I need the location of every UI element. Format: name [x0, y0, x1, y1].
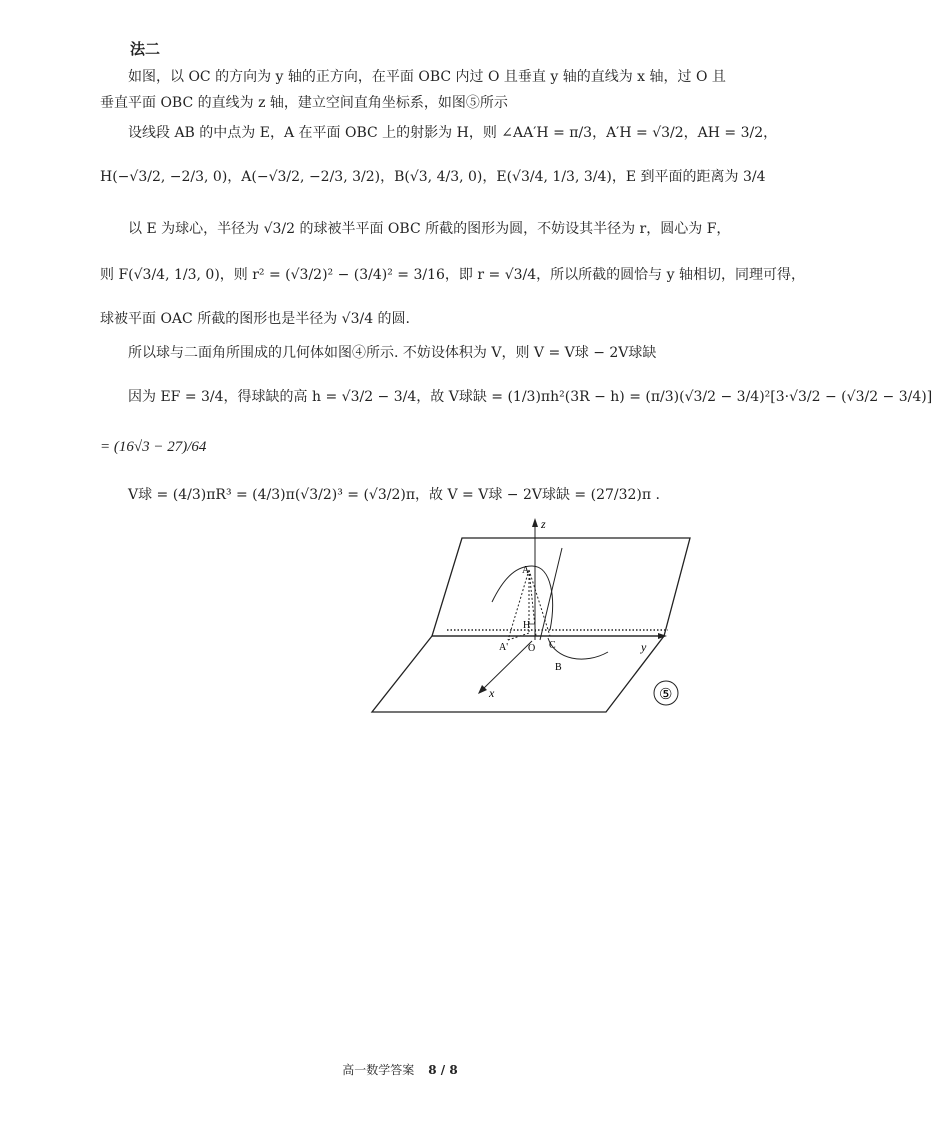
paragraph-4-line-2: 因为 EF = 3/4，得球缺的高 h = √3/2 − 3/4，故 V球缺 = (1/3)πh²(3R − h) = (π/3)(√3/2 − 3/4)²[3·√3/2 − (√3/2 − 3/4)] — [128, 389, 932, 405]
z-axis-arrow — [532, 518, 538, 527]
label-b: B — [555, 662, 562, 673]
label-h: H — [523, 620, 531, 631]
label-a-prime: A' — [499, 642, 509, 653]
paragraph-1-line-1: 如图，以 OC 的方向为 y 轴的正方向，在平面 OBC 内过 O 且垂直 y 轴的直线为 x 轴，过 O 且 — [128, 69, 726, 85]
paragraph-4-line-1: 所以球与二面角所围成的几何体如图④所示. 不妨设体积为 V，则 V = V球 − 2V球缺 — [128, 345, 657, 361]
paragraph-4-line-3: = (16√3 − 27)/64 — [100, 439, 207, 455]
footer-title: 高一数学答案 — [342, 1063, 415, 1077]
horizontal-half-plane — [372, 636, 664, 712]
label-a: A — [522, 565, 530, 576]
section-heading: 法二 — [130, 40, 161, 58]
paragraph-3-line-2: 则 F(√3/4, 1/3, 0)，则 r² = (√3/2)² − (3/4)² = 3/16，即 r = √3/4，所以所截的圆恰与 y 轴相切，同理可得， — [100, 267, 805, 283]
paragraph-2-line-2: H(−√3/2, −2/3, 0)，A(−√3/2, −2/3, 3/2)，B(√3, 4/3, 0)，E(√3/4, 1/3, 3/4)，E 到平面的距离为 3/4 — [100, 169, 766, 185]
label-z: z — [541, 517, 546, 531]
label-c: C — [549, 640, 556, 651]
paragraph-3-line-3: 球被平面 OAC 所截的图形也是半径为 √3/4 的圆. — [100, 311, 411, 327]
paragraph-1-line-2: 垂直平面 OBC 的直线为 z 轴，建立空间直角坐标系，如图⑤所示 — [100, 95, 508, 111]
label-y: y — [641, 640, 647, 654]
figure-number-label: ⑤ — [659, 687, 673, 703]
sphere-arc-horizontal — [548, 638, 608, 659]
footer-page-number: 8 / 8 — [428, 1063, 458, 1077]
page-footer — [0, 1061, 800, 1078]
label-o: O — [528, 643, 536, 654]
paragraph-2-line-1: 设线段 AB 的中点为 E，A 在平面 OBC 上的射影为 H，则 ∠AA′H = π/3，A′H = √3/2，AH = 3/2， — [128, 125, 778, 141]
paragraph-4-line-4: V球 = (4/3)πR³ = (4/3)π(√3/2)³ = (√3/2)π，故 V = V球 − 2V球缺 = (27/32)π . — [128, 487, 660, 503]
label-x: x — [489, 686, 495, 700]
paragraph-3-line-1: 以 E 为球心，半径为 √3/2 的球被半平面 OBC 所截的图形为圆，不妨设其半径为 r，圆心为 F， — [128, 221, 731, 237]
